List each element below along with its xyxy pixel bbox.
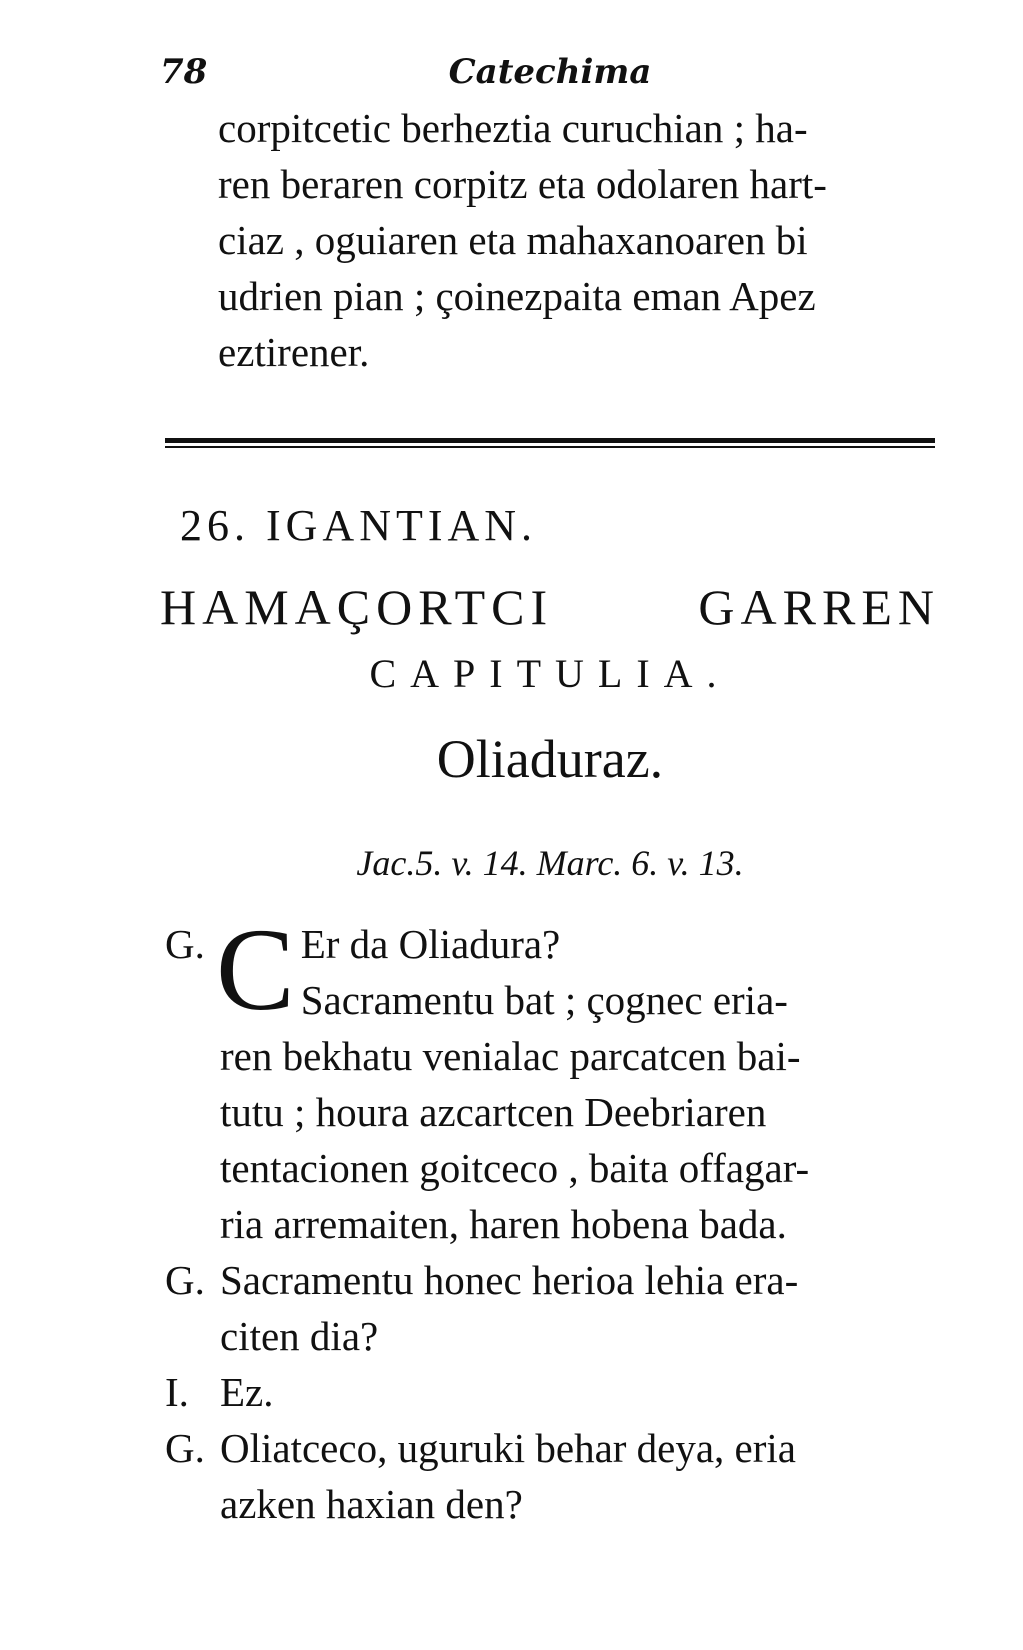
qa-line: Oliatceco, uguruki behar deya, eria (220, 1425, 797, 1471)
drop-cap: C (216, 904, 295, 1035)
chapter-subtitle: CAPITULIA. (369, 651, 731, 696)
qa-item (165, 1252, 940, 1364)
qa-line: Ez. (220, 1369, 274, 1415)
answer-line: tutu ; houra azcartcen Deebriaren (220, 1089, 767, 1135)
section-title: Oliaduraz. (436, 729, 664, 789)
qa-line: azken haxian den? (220, 1481, 523, 1527)
text-line: eztirener. (218, 329, 370, 375)
running-title: Catechima (448, 52, 652, 92)
page-number: 78 (160, 52, 208, 92)
answer-line: ren bekhatu venialac parcatcen bai- (220, 1033, 801, 1079)
qa-item (165, 904, 940, 1252)
speaker-label: G. (165, 1257, 205, 1303)
answer-line: ria arremaiten, haren hobena bada. (220, 1201, 787, 1247)
qa-item (165, 1420, 940, 1532)
text-line: udrien pian ; çoinezpaita eman Apez (218, 273, 816, 319)
page-header (160, 52, 940, 102)
question-answer-block (165, 904, 940, 1532)
answer-line: tentacionen goitceco , baita offagar- (220, 1145, 810, 1191)
text-line: ciaz , oguiaren eta mahaxanoaren bi (218, 217, 808, 263)
speaker-label: G. (165, 921, 205, 967)
speaker-label: I. (165, 1369, 189, 1415)
chapter-title: HAMAÇORTCI GARREN (160, 579, 940, 635)
qa-line: Sacramentu honec herioa lehia era- (220, 1257, 799, 1303)
answer-line: Sacramentu bat ; çognec eria- (300, 977, 788, 1023)
chapter-number: 26. IGANTIAN. (180, 501, 538, 550)
text-line: ren beraren corpitz eta odolaren hart- (218, 161, 827, 207)
qa-line: citen dia? (220, 1313, 379, 1359)
speaker-label: G. (165, 1425, 205, 1471)
carry-over-paragraph (218, 100, 938, 380)
section-divider (165, 438, 935, 448)
scripture-reference: Jac.5. v. 14. Marc. 6. v. 13. (356, 843, 744, 883)
question-text: Er da Oliadura? (300, 921, 561, 967)
text-line: corpitcetic berheztia curuchian ; ha- (218, 105, 808, 151)
qa-item (165, 1364, 940, 1420)
